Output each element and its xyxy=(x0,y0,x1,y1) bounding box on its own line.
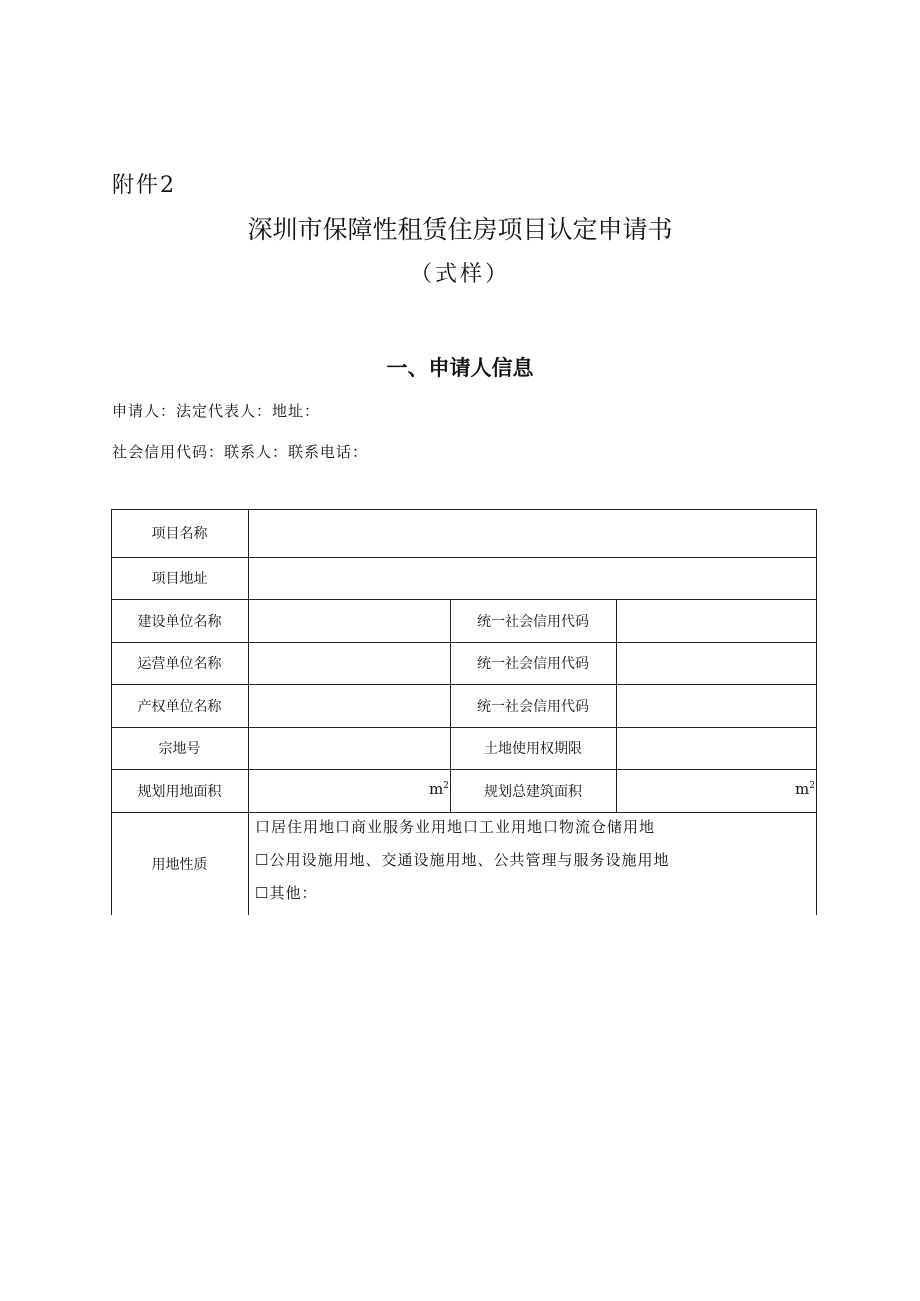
operating-unit-label: 运营单位名称 xyxy=(137,656,222,672)
land-use-term-field[interactable] xyxy=(617,728,816,769)
operating-unit-field[interactable] xyxy=(249,643,450,684)
planned-building-area-field[interactable] xyxy=(617,770,816,812)
operating-credit-code-label: 统一社会信用代码 xyxy=(477,656,589,672)
planned-building-area-unit: $m^2$ xyxy=(795,780,815,798)
operating-credit-code-field[interactable] xyxy=(617,643,816,684)
application-form-table xyxy=(111,509,817,915)
project-address-label: 项目地址 xyxy=(151,571,208,587)
document-subtitle: （式样） xyxy=(409,262,510,287)
planned-land-area-unit: $m^2$ xyxy=(429,780,449,798)
applicant-info-line-2: 社会信用代码：联系人：联系电话： xyxy=(112,443,369,461)
property-credit-code-field[interactable] xyxy=(617,685,816,727)
planned-land-area-field[interactable] xyxy=(249,770,450,812)
construction-unit-field[interactable] xyxy=(249,600,450,642)
land-use-nature-label: 用地性质 xyxy=(151,856,208,873)
property-unit-field[interactable] xyxy=(249,685,450,727)
parcel-number-field[interactable] xyxy=(249,728,450,769)
planned-land-area-label: 规划用地面积 xyxy=(137,783,222,800)
project-address-field[interactable] xyxy=(249,558,816,599)
land-use-term-label: 土地使用权期限 xyxy=(484,741,582,757)
land-use-option-line-2[interactable]: ☐公用设施用地、交通设施用地、公共管理与服务设施用地 xyxy=(255,851,670,869)
parcel-number-label: 宗地号 xyxy=(158,741,201,757)
property-unit-label: 产权单位名称 xyxy=(137,698,222,715)
project-name-label: 项目名称 xyxy=(151,526,208,542)
land-use-option-line-3[interactable]: ☐其他： xyxy=(255,884,318,902)
property-credit-code-label: 统一社会信用代码 xyxy=(477,698,589,715)
construction-credit-code-field[interactable] xyxy=(617,600,816,642)
attachment-label: 附件2 xyxy=(112,173,176,198)
land-use-option-line-1[interactable]: 口居住用地口商业服务业用地口工业用地口物流仓储用地 xyxy=(255,818,656,836)
section-heading-applicant-info: 一、申请人信息 xyxy=(386,356,534,380)
applicant-info-line-1: 申请人：法定代表人：地址： xyxy=(112,402,321,420)
document-title: 深圳市保障性租赁住房项目认定申请书 xyxy=(247,215,673,244)
project-name-field[interactable] xyxy=(249,510,816,557)
construction-credit-code-label: 统一社会信用代码 xyxy=(477,613,589,630)
planned-building-area-label: 规划总建筑面积 xyxy=(484,783,582,800)
construction-unit-label: 建设单位名称 xyxy=(137,613,222,630)
table-rule xyxy=(816,509,817,915)
